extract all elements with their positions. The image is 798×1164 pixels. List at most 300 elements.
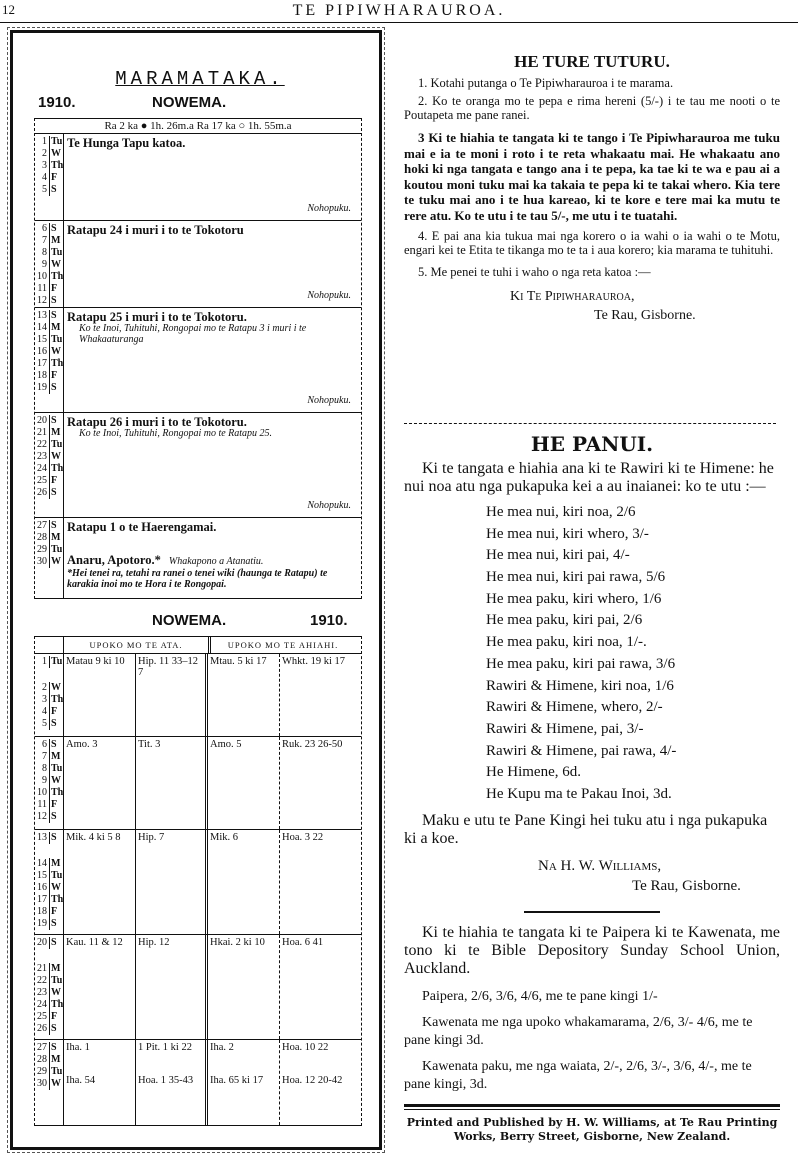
weekday: Tu bbox=[51, 136, 63, 147]
weekday: Th bbox=[51, 271, 64, 282]
week-body bbox=[64, 134, 361, 220]
day-number: 17 bbox=[37, 358, 47, 369]
lesson-reference: Iha. 2 bbox=[210, 1042, 234, 1053]
calendar-day bbox=[35, 937, 63, 949]
week-body bbox=[64, 518, 361, 598]
weekday: S bbox=[49, 415, 63, 427]
calendar-day bbox=[35, 223, 63, 235]
lesson-reference: Iha. 1 bbox=[66, 1042, 90, 1053]
day-number: 24 bbox=[37, 463, 47, 474]
price-item: He mea paku, kiri pai, 2/6 bbox=[486, 612, 643, 629]
lesson-reference: Iha. 65 ki 17 bbox=[210, 1075, 264, 1086]
weekday: S bbox=[49, 1023, 63, 1035]
day-number: 19 bbox=[37, 382, 47, 393]
calendar-day bbox=[35, 975, 63, 987]
day-number: 5 bbox=[42, 718, 47, 729]
calendar-week bbox=[35, 221, 361, 308]
weekday: M bbox=[49, 963, 63, 975]
day-number: 2 bbox=[42, 682, 47, 693]
lesson-cell bbox=[136, 654, 208, 736]
lesson-reference: Iha. 54 bbox=[66, 1075, 96, 1086]
day-number: 20 bbox=[37, 415, 47, 426]
lesson-cell bbox=[280, 935, 352, 1039]
day-number: 3 bbox=[42, 160, 47, 171]
price-item: He Kupu ma te Pakau Inoi, 3d. bbox=[486, 785, 672, 802]
day-number: 18 bbox=[37, 906, 47, 917]
weekday: W bbox=[51, 346, 61, 357]
weekday: F bbox=[49, 906, 63, 918]
lesson-reference: Hip. 7 bbox=[138, 832, 165, 843]
day-number: 11 bbox=[37, 799, 47, 810]
weekday: Tu bbox=[51, 247, 63, 258]
calendar-day bbox=[35, 463, 63, 475]
lessons-week bbox=[35, 935, 361, 1040]
lessons-week bbox=[35, 830, 361, 935]
masthead: TE PIPIWHARAUROA. bbox=[292, 2, 506, 19]
calendar-week bbox=[35, 518, 361, 598]
weekday: F bbox=[49, 1011, 63, 1023]
day-number: 26 bbox=[37, 1023, 47, 1034]
feast-note: Whakapono a Atanatiu. bbox=[168, 556, 264, 567]
weekday: F bbox=[49, 799, 63, 811]
ture-item: 2. Ko te oranga mo te pepa e rima hereni (5/-) i te tau me nooti o te Poutapeta me pane ranei. bbox=[404, 94, 780, 122]
header-rule bbox=[0, 22, 798, 23]
price-item: Rawiri & Himene, pai, 3/- bbox=[486, 720, 644, 737]
calendar-day bbox=[35, 532, 63, 544]
calendar-day bbox=[35, 694, 63, 706]
weekday: F bbox=[49, 370, 63, 382]
calendar-day bbox=[35, 427, 63, 439]
calendar-day bbox=[35, 787, 63, 799]
day-number: 4 bbox=[42, 706, 47, 717]
lesson-cell bbox=[64, 935, 136, 1039]
day-number: 7 bbox=[42, 235, 47, 246]
weekday: F bbox=[49, 706, 63, 718]
day-column bbox=[35, 654, 64, 736]
week-body bbox=[64, 221, 361, 307]
day-number: 8 bbox=[42, 763, 47, 774]
panui-intro: Ki te tangata e hiahia ana ki te Rawiri ki te Himene: he nui noa atu nga pukapuka kei a au inaianei: ko te utu :— bbox=[404, 460, 774, 495]
lesson-reference: Hip. 12 bbox=[138, 937, 170, 948]
day-number: 7 bbox=[42, 751, 47, 762]
day-number: 4 bbox=[42, 172, 47, 183]
weekday: S bbox=[49, 718, 63, 730]
day-column bbox=[35, 308, 64, 412]
lessons-header bbox=[35, 637, 361, 654]
lessons-year: 1910. bbox=[310, 612, 348, 629]
day-number: 6 bbox=[42, 739, 47, 750]
calendar-day bbox=[35, 382, 63, 394]
day-number: 12 bbox=[37, 811, 47, 822]
moon-phases: Ra 2 ka ● 1h. 26m.a Ra 17 ka ○ 1h. 55m.a bbox=[35, 119, 361, 134]
day-number: 25 bbox=[37, 475, 47, 486]
day-number: 23 bbox=[37, 451, 47, 462]
calendar-week bbox=[35, 134, 361, 221]
weekday: Th bbox=[51, 463, 64, 474]
day-number: 21 bbox=[37, 963, 47, 974]
day-number: 18 bbox=[37, 370, 47, 381]
calendar-title: MARAMATAKA. bbox=[115, 68, 285, 90]
price-item: He mea paku, kiri whero, 1/6 bbox=[486, 590, 662, 607]
calendar-day bbox=[35, 358, 63, 370]
weekday: W bbox=[51, 1078, 61, 1089]
day-number: 14 bbox=[37, 322, 47, 333]
lesson-cell bbox=[136, 830, 208, 934]
day-number: 15 bbox=[37, 334, 47, 345]
weekday: Tu bbox=[51, 544, 63, 555]
lesson-reference: Amo. 5 bbox=[210, 739, 242, 750]
lesson-reference: Mik. 6 bbox=[210, 832, 239, 843]
day-number: 2 bbox=[42, 148, 47, 159]
weekday: S bbox=[49, 487, 63, 499]
week-title: Te Hunga Tapu katoa. bbox=[67, 136, 186, 150]
week-title: Ratapu 24 i muri i to te Tokotoru bbox=[67, 223, 244, 237]
lesson-cell bbox=[208, 1040, 280, 1125]
week-note: Ko te Inoi, Tuhituhi, Rongopai mo te Ratapu 3 i muri i te Whakaaturanga bbox=[79, 323, 307, 345]
weekday: S bbox=[49, 937, 63, 949]
lesson-reference: Tit. 3 bbox=[138, 739, 161, 750]
day-number: 16 bbox=[37, 882, 47, 893]
calendar-day bbox=[35, 247, 63, 259]
calendar-day bbox=[35, 556, 63, 568]
calendar-day bbox=[35, 1042, 63, 1054]
calendar-day bbox=[35, 439, 63, 451]
calendar-day bbox=[35, 799, 63, 811]
lesson-cell bbox=[136, 935, 208, 1039]
fast-label: Nohopuku. bbox=[307, 203, 351, 214]
calendar-day bbox=[35, 987, 63, 999]
day-number: 13 bbox=[37, 310, 47, 321]
calendar-day bbox=[35, 751, 63, 763]
day-number: 29 bbox=[37, 1066, 47, 1077]
calendar-day bbox=[35, 906, 63, 918]
ornament-divider bbox=[524, 911, 660, 913]
lesson-reference: Hip. 11 33–12 7 bbox=[138, 656, 198, 678]
lesson-cell bbox=[208, 737, 280, 829]
week-title: Ratapu 1 o te Haerengamai. bbox=[67, 520, 217, 534]
ture-item: 4. E pai ana kia tukua mai nga korero o ia wahi o ia wahi o te Motu, engari kei te Etita te tikanga mo te ta i aua korero; kia marama te tuhituhi. bbox=[404, 229, 780, 257]
weekday: W bbox=[51, 259, 61, 270]
weekday: M bbox=[49, 322, 63, 334]
day-column bbox=[35, 737, 64, 829]
calendar-month: NOWEMA. bbox=[152, 94, 227, 111]
weekday: S bbox=[49, 739, 63, 751]
calendar-day bbox=[35, 259, 63, 271]
weekday: S bbox=[49, 811, 63, 823]
weekday: W bbox=[51, 682, 61, 693]
fast-label: Nohopuku. bbox=[307, 500, 351, 511]
calendar-day bbox=[35, 811, 63, 823]
ture-item: 1. Kotahi putanga o Te Pipiwharauroa i te marama. bbox=[418, 76, 674, 90]
panui-title: HE PANUI. bbox=[530, 432, 654, 456]
page-number: 12 bbox=[2, 2, 15, 17]
weekday: M bbox=[49, 532, 63, 544]
bible-price-line: Paipera, 2/6, 3/6, 4/6, me te pane kingi 1/- bbox=[422, 989, 658, 1004]
day-number: 5 bbox=[42, 184, 47, 195]
day-number: 20 bbox=[37, 937, 47, 948]
calendar-day bbox=[35, 310, 63, 322]
day-number: 6 bbox=[42, 223, 47, 234]
day-number: 23 bbox=[37, 987, 47, 998]
calendar-day bbox=[35, 832, 63, 844]
day-number: 9 bbox=[42, 259, 47, 270]
day-number: 1 bbox=[42, 136, 47, 147]
lessons-table bbox=[34, 636, 362, 1126]
weekday: W bbox=[51, 775, 61, 786]
day-number: 10 bbox=[37, 271, 47, 282]
ture-item: 5. Me penei te tuhi i waho o nga reta katoa :— bbox=[418, 265, 651, 279]
lesson-reference: Hoa. 6 41 bbox=[282, 937, 324, 948]
footnote: *Hei tenei ra, tetahi ra ranei o tenei wiki (haunga te Ratapu) te karakia inoi mo te Hora i te Rongopai. bbox=[67, 568, 328, 590]
day-column bbox=[35, 830, 64, 934]
day-number: 21 bbox=[37, 427, 47, 438]
day-column bbox=[35, 935, 64, 1039]
calendar-day bbox=[35, 148, 63, 160]
feast-line bbox=[67, 553, 358, 568]
weekday: Tu bbox=[51, 870, 63, 881]
price-item: He Himene, 6d. bbox=[486, 764, 581, 781]
lesson-cell bbox=[64, 654, 136, 736]
ture-address-line-1: Ki Te Pipiwharauroa, bbox=[510, 289, 635, 304]
calendar-week bbox=[35, 308, 361, 413]
lesson-cell bbox=[136, 1040, 208, 1125]
imprint: Printed and Published by H. W. Williams, at Te Rau Printing Works, Berry Street, Gisborne, New Zealand. bbox=[406, 1116, 778, 1143]
weekday: Th bbox=[51, 694, 64, 705]
weekday: F bbox=[49, 172, 63, 184]
calendar-day bbox=[35, 283, 63, 295]
calendar-day bbox=[35, 544, 63, 556]
day-number: 27 bbox=[37, 520, 47, 531]
day-number: 9 bbox=[42, 775, 47, 786]
calendar-day bbox=[35, 682, 63, 694]
weekday: W bbox=[51, 451, 61, 462]
calendar-day bbox=[35, 172, 63, 184]
lesson-cell bbox=[280, 654, 352, 736]
calendar-day bbox=[35, 295, 63, 307]
weekday: Th bbox=[51, 160, 64, 171]
panui-postage: Maku e utu te Pane Kingi hei tuku atu i nga pukapuka ki a koe. bbox=[404, 811, 768, 847]
weekday: S bbox=[49, 1042, 63, 1054]
calendar-day bbox=[35, 656, 63, 668]
calendar-day bbox=[35, 1078, 63, 1090]
calendar-day bbox=[35, 739, 63, 751]
lesson-reference: Amo. 3 bbox=[66, 739, 98, 750]
week-title: Ratapu 26 i muri i to te Tokotoru. bbox=[67, 415, 247, 429]
lesson-reference: Kau. 11 & 12 bbox=[66, 937, 123, 948]
weekday: W bbox=[51, 882, 61, 893]
weekday: S bbox=[49, 295, 63, 307]
weekday: M bbox=[49, 751, 63, 763]
day-number: 30 bbox=[37, 556, 47, 567]
calendar-day bbox=[35, 894, 63, 906]
calendar-day bbox=[35, 763, 63, 775]
lesson-reference: Mtau. 5 ki 17 bbox=[210, 656, 267, 667]
weekday: F bbox=[49, 475, 63, 487]
price-item: He mea nui, kiri noa, 2/6 bbox=[486, 504, 636, 520]
lesson-reference: Hoa. 1 35-43 bbox=[138, 1075, 194, 1086]
weekday: Tu bbox=[51, 1066, 63, 1077]
day-column bbox=[35, 221, 64, 307]
day-number: 14 bbox=[37, 858, 47, 869]
weekday: S bbox=[49, 520, 63, 532]
calendar-day bbox=[35, 520, 63, 532]
price-item: Rawiri & Himene, pai rawa, 4/- bbox=[486, 742, 677, 759]
weekday: S bbox=[49, 918, 63, 930]
lesson-reference: Hoa. 12 20-42 bbox=[282, 1075, 343, 1086]
panui-signature: Na H. W. Williams, bbox=[538, 857, 662, 874]
bible-intro: Ki te hiahia te tangata ki te Paipera ki te Kawenata, me tono ki te Bible Depository Sunday School Union, Auckland. bbox=[404, 924, 780, 977]
calendar-day bbox=[35, 882, 63, 894]
day-column bbox=[35, 1040, 64, 1125]
lesson-cell bbox=[208, 830, 280, 934]
day-number: 1 bbox=[42, 656, 47, 667]
weekday: W bbox=[51, 987, 61, 998]
bible-price-line: Kawenata me nga upoko whakamarama, 2/6, 3/- 4/6, me te pane kingi 3d. bbox=[404, 1015, 753, 1048]
ture-title: HE TURE TUTURU. bbox=[514, 52, 670, 71]
day-number: 27 bbox=[37, 1042, 47, 1053]
weekday: S bbox=[49, 310, 63, 322]
lesson-cell bbox=[136, 737, 208, 829]
morning-header: UPOKO MO TE ATA. bbox=[64, 637, 211, 653]
price-item: Rawiri & Himene, kiri noa, 1/6 bbox=[486, 677, 674, 694]
panui-signature-place: Te Rau, Gisborne. bbox=[632, 877, 741, 894]
lesson-cell bbox=[64, 737, 136, 829]
lesson-reference: Hoa. 3 22 bbox=[282, 832, 324, 843]
weekday: S bbox=[49, 223, 63, 235]
calendar-day bbox=[35, 475, 63, 487]
week-body bbox=[64, 308, 361, 412]
calendar-day bbox=[35, 160, 63, 172]
calendar-day bbox=[35, 322, 63, 334]
price-item: He mea nui, kiri pai, 4/- bbox=[486, 547, 630, 564]
panui-section bbox=[404, 432, 780, 895]
lesson-cell bbox=[208, 654, 280, 736]
day-number: 26 bbox=[37, 487, 47, 498]
calendar-table bbox=[34, 118, 362, 599]
weekday: W bbox=[51, 556, 61, 567]
week-note: Ko te Inoi, Tuhituhi, Rongopai mo te Ratapu 25. bbox=[79, 428, 273, 439]
weekday: M bbox=[49, 858, 63, 870]
calendar-day bbox=[35, 1066, 63, 1078]
calendar-day bbox=[35, 1011, 63, 1023]
weekday: S bbox=[49, 832, 63, 844]
calendar-day bbox=[35, 415, 63, 427]
weekday: Tu bbox=[51, 656, 63, 667]
calendar-day bbox=[35, 184, 63, 196]
lesson-cell bbox=[208, 935, 280, 1039]
evening-header: UPOKO MO TE AHIAHI. bbox=[227, 640, 339, 650]
calendar-day bbox=[35, 271, 63, 283]
feast-title: Anaru, Apotoro.* bbox=[67, 553, 161, 567]
week-body bbox=[64, 413, 361, 517]
calendar-day bbox=[35, 487, 63, 499]
lessons-week bbox=[35, 737, 361, 830]
fast-label: Nohopuku. bbox=[307, 290, 351, 301]
section-divider bbox=[404, 423, 776, 424]
lesson-reference: Mik. 4 ki 5 8 bbox=[66, 832, 121, 843]
lessons-week bbox=[35, 654, 361, 737]
calendar-day bbox=[35, 775, 63, 787]
calendar-day bbox=[35, 334, 63, 346]
calendar-day bbox=[35, 706, 63, 718]
weekday: M bbox=[49, 235, 63, 247]
weekday: W bbox=[51, 148, 61, 159]
weekday: M bbox=[49, 1054, 63, 1066]
price-item: He mea nui, kiri whero, 3/- bbox=[486, 525, 649, 542]
calendar-day bbox=[35, 963, 63, 975]
day-number: 13 bbox=[37, 832, 47, 843]
lesson-reference: 1 Pit. 1 ki 22 bbox=[138, 1042, 192, 1053]
calendar-day bbox=[35, 451, 63, 463]
day-number: 15 bbox=[37, 870, 47, 881]
calendar-year: 1910. bbox=[38, 94, 76, 111]
day-number: 30 bbox=[37, 1078, 47, 1089]
calendar-day bbox=[35, 870, 63, 882]
bible-price-line: Kawenata paku, me nga waiata, 2/-, 2/6, 3/-, 3/6, 4/-, me te pane kingi, 3d. bbox=[404, 1059, 752, 1092]
calendar-day bbox=[35, 370, 63, 382]
weekday: Th bbox=[51, 894, 64, 905]
calendar-day bbox=[35, 1054, 63, 1066]
day-number: 11 bbox=[37, 283, 47, 294]
day-number: 19 bbox=[37, 918, 47, 929]
lesson-cell bbox=[64, 1040, 136, 1125]
weekday: S bbox=[49, 382, 63, 394]
lessons-week bbox=[35, 1040, 361, 1125]
weekday: Tu bbox=[51, 763, 63, 774]
ture-section bbox=[404, 52, 780, 324]
day-number: 25 bbox=[37, 1011, 47, 1022]
lesson-reference: Hoa. 10 22 bbox=[282, 1042, 329, 1053]
lesson-cell bbox=[280, 737, 352, 829]
calendar-week bbox=[35, 413, 361, 518]
price-item: He mea nui, kiri pai rawa, 5/6 bbox=[486, 569, 666, 586]
price-item: He mea paku, kiri noa, 1/-. bbox=[486, 634, 647, 651]
calendar-day bbox=[35, 999, 63, 1011]
weekday: F bbox=[49, 283, 63, 295]
day-number: 22 bbox=[37, 975, 47, 986]
day-number: 28 bbox=[37, 532, 47, 543]
bible-section bbox=[404, 924, 780, 1094]
day-number: 8 bbox=[42, 247, 47, 258]
lesson-reference: Ruk. 23 26-50 bbox=[282, 739, 343, 750]
day-number: 29 bbox=[37, 544, 47, 555]
calendar-day bbox=[35, 235, 63, 247]
lessons-month: NOWEMA. bbox=[152, 612, 227, 629]
ture-address-line-2: Te Rau, Gisborne. bbox=[594, 308, 696, 323]
weekday: Th bbox=[51, 999, 64, 1010]
day-number: 3 bbox=[42, 694, 47, 705]
calendar-day bbox=[35, 858, 63, 870]
fast-label: Nohopuku. bbox=[307, 395, 351, 406]
lesson-cell bbox=[280, 1040, 352, 1125]
weekday: Tu bbox=[51, 334, 63, 345]
weekday: M bbox=[49, 427, 63, 439]
day-number: 10 bbox=[37, 787, 47, 798]
lesson-reference: Whkt. 19 ki 17 bbox=[282, 656, 345, 667]
lesson-reference: Matau 9 ki 10 bbox=[66, 656, 125, 667]
calendar-day bbox=[35, 918, 63, 930]
double-rule bbox=[404, 1104, 780, 1110]
day-number: 28 bbox=[37, 1054, 47, 1065]
day-number: 22 bbox=[37, 439, 47, 450]
week-title: Ratapu 25 i muri i to te Tokotoru. bbox=[67, 310, 247, 324]
calendar-day bbox=[35, 346, 63, 358]
weekday: Tu bbox=[51, 975, 63, 986]
day-column bbox=[35, 413, 64, 517]
price-item: Rawiri & Himene, whero, 2/- bbox=[486, 699, 663, 716]
price-item: He mea paku, kiri pai rawa, 3/6 bbox=[486, 655, 676, 672]
calendar-day bbox=[35, 718, 63, 730]
